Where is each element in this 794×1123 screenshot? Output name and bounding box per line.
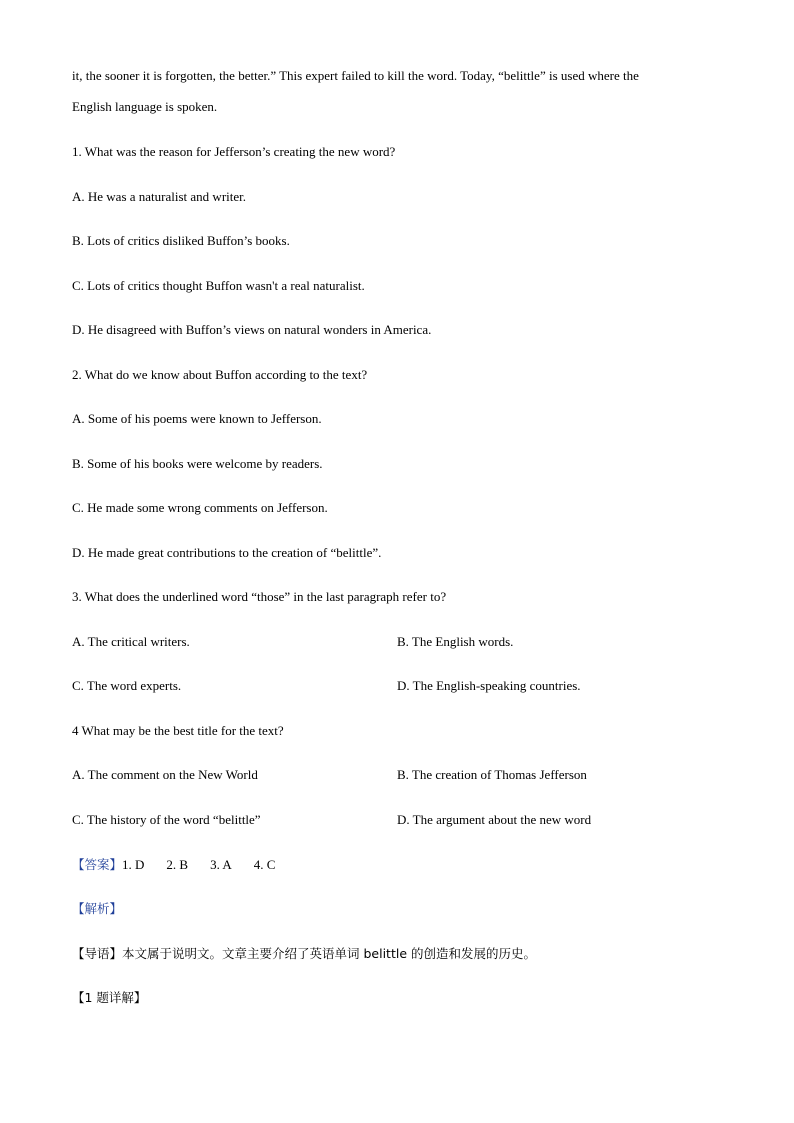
question-3-option-b: B. The English words. [397,634,514,649]
question-2-option-c: C. He made some wrong comments on Jefferson. [72,500,328,515]
passage-line-2: English language is spoken. [72,99,218,114]
question-4-option-a: A. The comment on the New World [72,767,258,782]
question-3-option-c: C. The word experts. [72,678,182,693]
answer-item: 4. C [253,857,276,872]
question-3-stem: 3. What does the underlined word “those” in the last paragraph refer to? [72,589,447,604]
guide-label: 【导语】 [72,946,123,961]
question-4-option-c: C. The history of the word “belittle” [72,812,261,827]
question-1-stem: 1. What was the reason for Jefferson’s creating the new word? [72,144,396,159]
question-3-option-d: D. The English-speaking countries. [397,678,581,693]
guide-row [72,946,536,962]
question-4-option-d: D. The argument about the new word [397,812,592,827]
analysis-label: 【解析】 [72,901,123,916]
answer-row [72,857,275,873]
question-1-option-c: C. Lots of critics thought Buffon wasn't a real naturalist. [72,278,365,293]
question-4-stem: 4 What may be the best title for the text? [72,723,284,738]
question-1-option-d: D. He disagreed with Buffon’s views on natural wonders in America. [72,322,432,337]
answer-item: 2. B [166,857,189,872]
guide-text: 本文属于说明文。文章主要介绍了英语单词 belittle 的创造和发展的历史。 [122,946,537,961]
question-2-stem: 2. What do we know about Buffon according to the text? [72,367,368,382]
question-2-option-b: B. Some of his books were welcome by readers. [72,456,323,471]
question-4-option-b: B. The creation of Thomas Jefferson [397,767,587,782]
answer-item: 3. A [210,857,232,872]
answer-item: 1. D [122,857,145,872]
question-1-option-a: A. He was a naturalist and writer. [72,189,247,204]
question-3-option-a: A. The critical writers. [72,634,190,649]
question-2-option-d: D. He made great contributions to the creation of “belittle”. [72,545,382,560]
q1-detail-label: 【1 题详解】 [72,990,147,1005]
passage-line-1: it, the sooner it is forgotten, the better.” This expert failed to kill the word. Today, “belittle” is used where the [72,68,639,83]
question-2-option-a: A. Some of his poems were known to Jefferson. [72,411,322,426]
answer-label: 【答案】 [72,857,123,872]
question-1-option-b: B. Lots of critics disliked Buffon’s books. [72,233,290,248]
